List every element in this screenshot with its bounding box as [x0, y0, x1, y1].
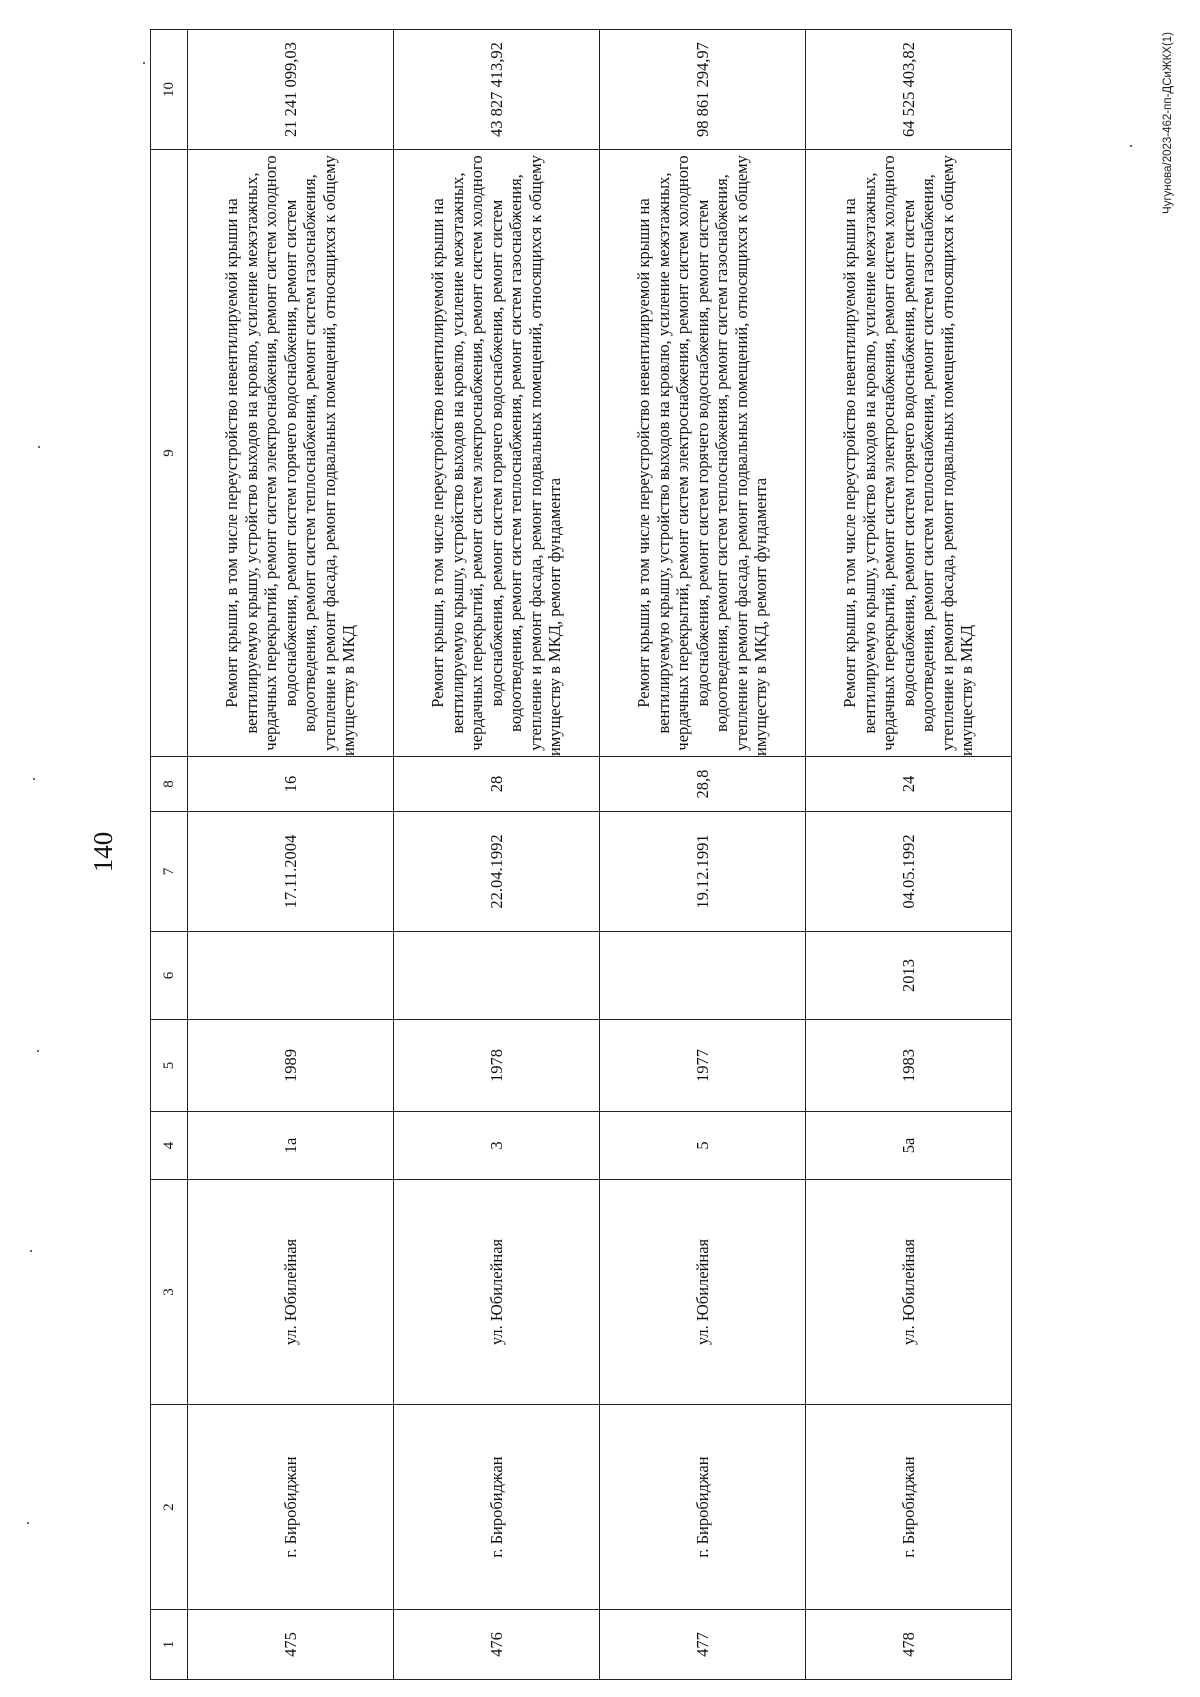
table-row	[188, 30, 394, 1680]
column-number: 3	[151, 1180, 188, 1405]
column-number: 5	[151, 1020, 188, 1112]
rotated-sheet	[88, 12, 1174, 1692]
page-number: 140	[88, 831, 118, 873]
row-number: 476	[394, 1610, 600, 1680]
date-cell: 17.11.2004	[188, 812, 394, 932]
scan-speck	[37, 1050, 39, 1052]
house-cell: 5а	[806, 1112, 1012, 1180]
date-cell: 19.12.1991	[600, 812, 806, 932]
city-cell: г. Биробиджан	[188, 1405, 394, 1610]
column-6-cell	[394, 932, 600, 1020]
street-cell: ул. Юбилейная	[600, 1180, 806, 1405]
scan-speck	[27, 1522, 29, 1524]
column-6-cell: 2013	[806, 932, 1012, 1020]
scan-speck	[143, 62, 145, 64]
scan-speck	[1130, 145, 1132, 147]
registry-table	[150, 29, 1012, 1680]
house-cell: 1а	[188, 1112, 394, 1180]
column-8-cell: 16	[188, 757, 394, 812]
date-cell: 22.04.1992	[394, 812, 600, 932]
column-number: 7	[151, 812, 188, 932]
table-row	[394, 30, 600, 1680]
street-cell: ул. Юбилейная	[394, 1180, 600, 1405]
row-number: 475	[188, 1610, 394, 1680]
column-number: 4	[151, 1112, 188, 1180]
city-cell: г. Биробиджан	[806, 1405, 1012, 1610]
column-8-cell: 24	[806, 757, 1012, 812]
house-cell: 5	[600, 1112, 806, 1180]
city-cell: г. Биробиджан	[394, 1405, 600, 1610]
amount-cell: 98 861 294,97	[600, 30, 806, 150]
table-row	[806, 30, 1012, 1680]
works-description-cell: Ремонт крыши, в том числе переустройство невентилируемой крыши на вентилируемую крышу, устройство выходов на кровлю, усиление межэтажных, чердачных перекрытий, ремонт систем электроснабжения, ремонт систем холодного водоснабжения, ремонт систем горячего водоснабжения, ремонт систем водоотведения, ремонт систем теплоснабжения, ремонт систем газоснабжения, утепление и ремонт фасада, ремонт подвальных помещений, относящихся к общему имуществу в МКД	[188, 150, 394, 757]
column-number: 10	[151, 30, 188, 150]
street-cell: ул. Юбилейная	[188, 1180, 394, 1405]
year-built-cell: 1978	[394, 1020, 600, 1112]
city-cell: г. Биробиджан	[600, 1405, 806, 1610]
column-6-cell	[188, 932, 394, 1020]
street-cell: ул. Юбилейная	[806, 1180, 1012, 1405]
scan-speck	[30, 1250, 32, 1252]
column-number: 1	[151, 1610, 188, 1680]
amount-cell: 64 525 403,82	[806, 30, 1012, 150]
amount-cell: 21 241 099,03	[188, 30, 394, 150]
works-description-cell: Ремонт крыши, в том числе переустройство невентилируемой крыши на вентилируемую крышу, устройство выходов на кровлю, усиление межэтажных, чердачных перекрытий, ремонт систем электроснабжения, ремонт систем холодного водоснабжения, ремонт систем горячего водоснабжения, ремонт систем водоотведения, ремонт систем теплоснабжения, ремонт систем газоснабжения, утепление и ремонт фасада, ремонт подвальных помещений, относящихся к общему имуществу в МКД	[806, 150, 1012, 757]
house-cell: 3	[394, 1112, 600, 1180]
row-number: 477	[600, 1610, 806, 1680]
column-number: 9	[151, 150, 188, 757]
column-number: 8	[151, 757, 188, 812]
scan-speck	[33, 778, 35, 780]
column-number: 6	[151, 932, 188, 1020]
column-8-cell: 28,8	[600, 757, 806, 812]
date-cell: 04.05.1992	[806, 812, 1012, 932]
year-built-cell: 1983	[806, 1020, 1012, 1112]
document-code: Чугунова/2023-462-пп-ДСиЖКХ(1)	[1162, 32, 1174, 214]
column-6-cell	[600, 932, 806, 1020]
year-built-cell: 1989	[188, 1020, 394, 1112]
year-built-cell: 1977	[600, 1020, 806, 1112]
column-number-row	[151, 30, 188, 1680]
works-description-cell: Ремонт крыши, в том числе переустройство невентилируемой крыши на вентилируемую крышу, устройство выходов на кровлю, усиление межэтажных, чердачных перекрытий, ремонт систем электроснабжения, ремонт систем холодного водоснабжения, ремонт систем горячего водоснабжения, ремонт систем водоотведения, ремонт систем теплоснабжения, ремонт систем газоснабжения, утепление и ремонт фасада, ремонт подвальных помещений, относящихся к общему имуществу в МКД, ремонт фундамента	[394, 150, 600, 757]
scan-speck	[38, 446, 40, 448]
column-8-cell: 28	[394, 757, 600, 812]
amount-cell: 43 827 413,92	[394, 30, 600, 150]
table-row	[600, 30, 806, 1680]
column-number: 2	[151, 1405, 188, 1610]
works-description-cell: Ремонт крыши, в том числе переустройство невентилируемой крыши на вентилируемую крышу, устройство выходов на кровлю, усиление межэтажных, чердачных перекрытий, ремонт систем электроснабжения, ремонт систем холодного водоснабжения, ремонт систем горячего водоснабжения, ремонт систем водоотведения, ремонт систем теплоснабжения, ремонт систем газоснабжения, утепление и ремонт фасада, ремонт подвальных помещений, относящихся к общему имуществу в МКД, ремонт фундамента	[600, 150, 806, 757]
row-number: 478	[806, 1610, 1012, 1680]
